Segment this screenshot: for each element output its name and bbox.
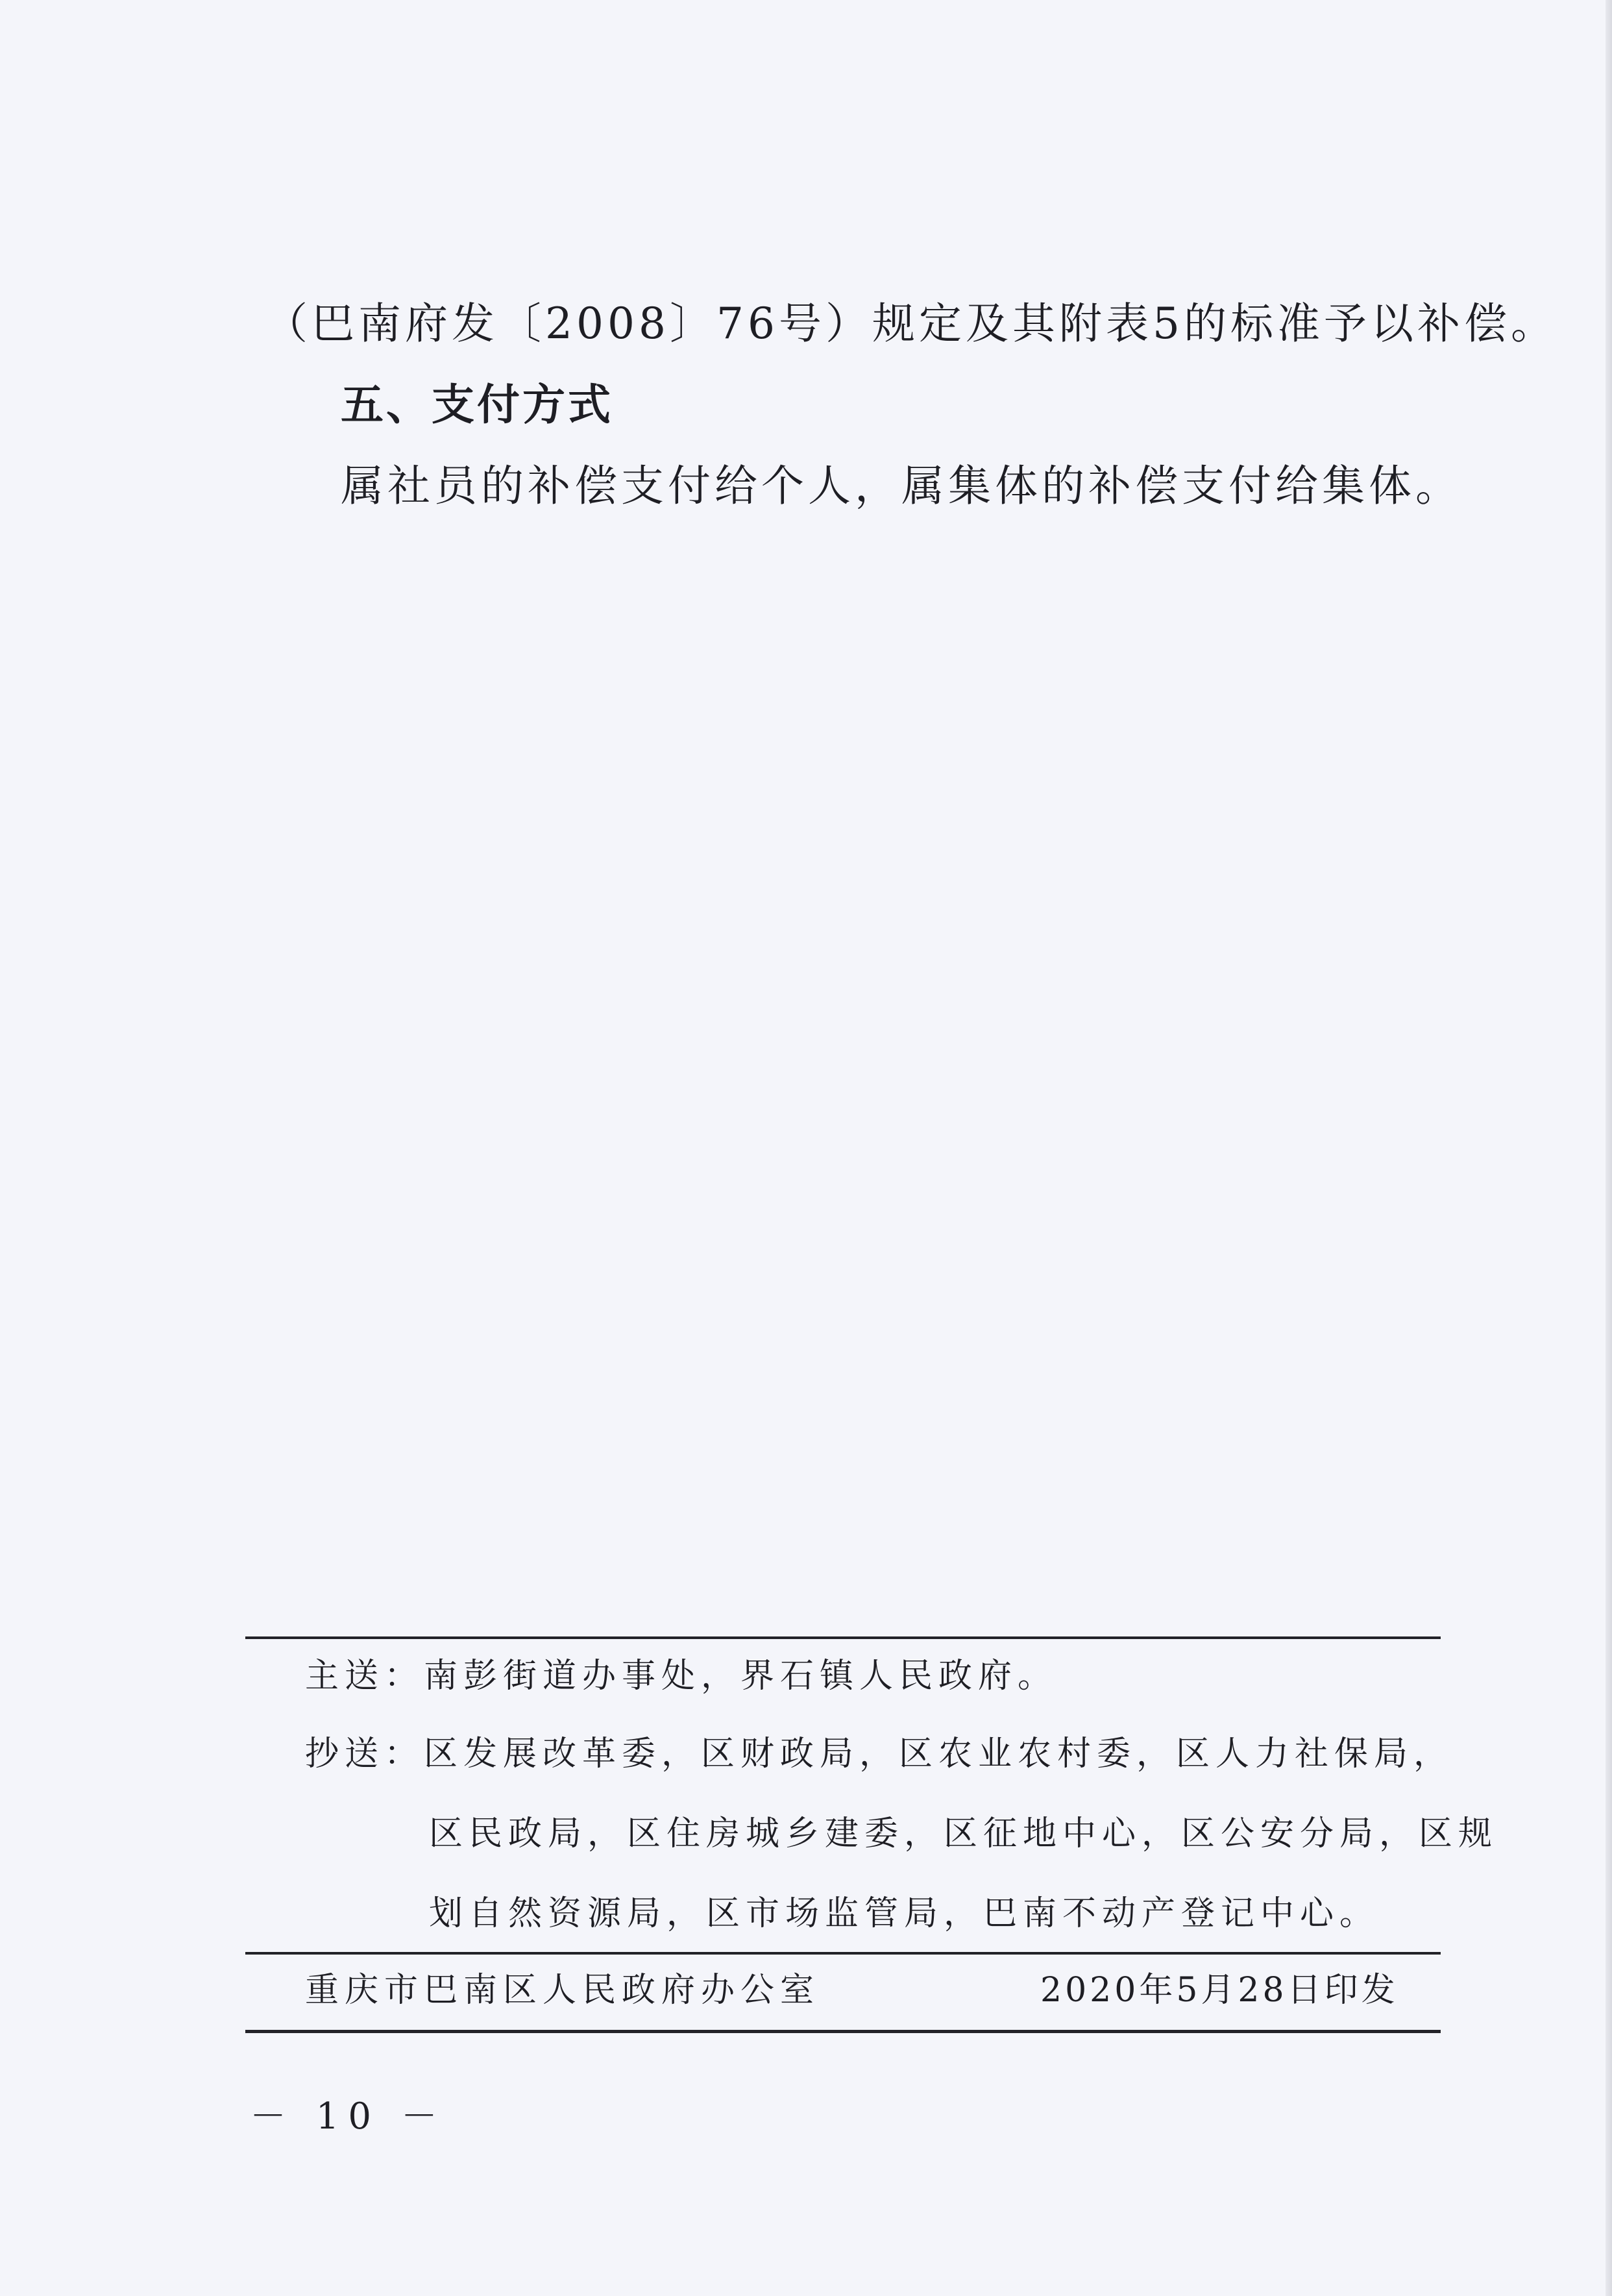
section-heading: 五、支付方式 — [341, 380, 613, 430]
page-edge — [1606, 0, 1612, 2296]
issue-date: 2020年5月28日印发 — [1040, 1971, 1398, 2010]
top-rule — [245, 1636, 1441, 1639]
cc-line: 划自然资源局，区市场监管局，巴南不动产登记中心。 — [429, 1894, 1380, 1933]
cc-line: 抄送：区发展改革委，区财政局，区农业农村委，区人力社保局， — [305, 1734, 1454, 1773]
body-text-line: 属社员的补偿支付给个人，属集体的补偿支付给集体。 — [341, 461, 1462, 511]
middle-rule — [245, 1952, 1441, 1955]
body-text-line: （巴南府发〔2008〕76号）规定及其附表5的标准予以补偿。 — [265, 299, 1557, 349]
bottom-rule — [245, 2030, 1441, 2033]
cc-line: 区民政局，区住房城乡建委，区征地中心，区公安分局，区规 — [429, 1814, 1498, 1853]
main-recipient: 主送：南彭街道办事处，界石镇人民政府。 — [305, 1657, 1058, 1696]
issuing-office: 重庆市巴南区人民政府办公室 — [305, 1971, 820, 2010]
page-number: － 10 － — [250, 2095, 446, 2138]
